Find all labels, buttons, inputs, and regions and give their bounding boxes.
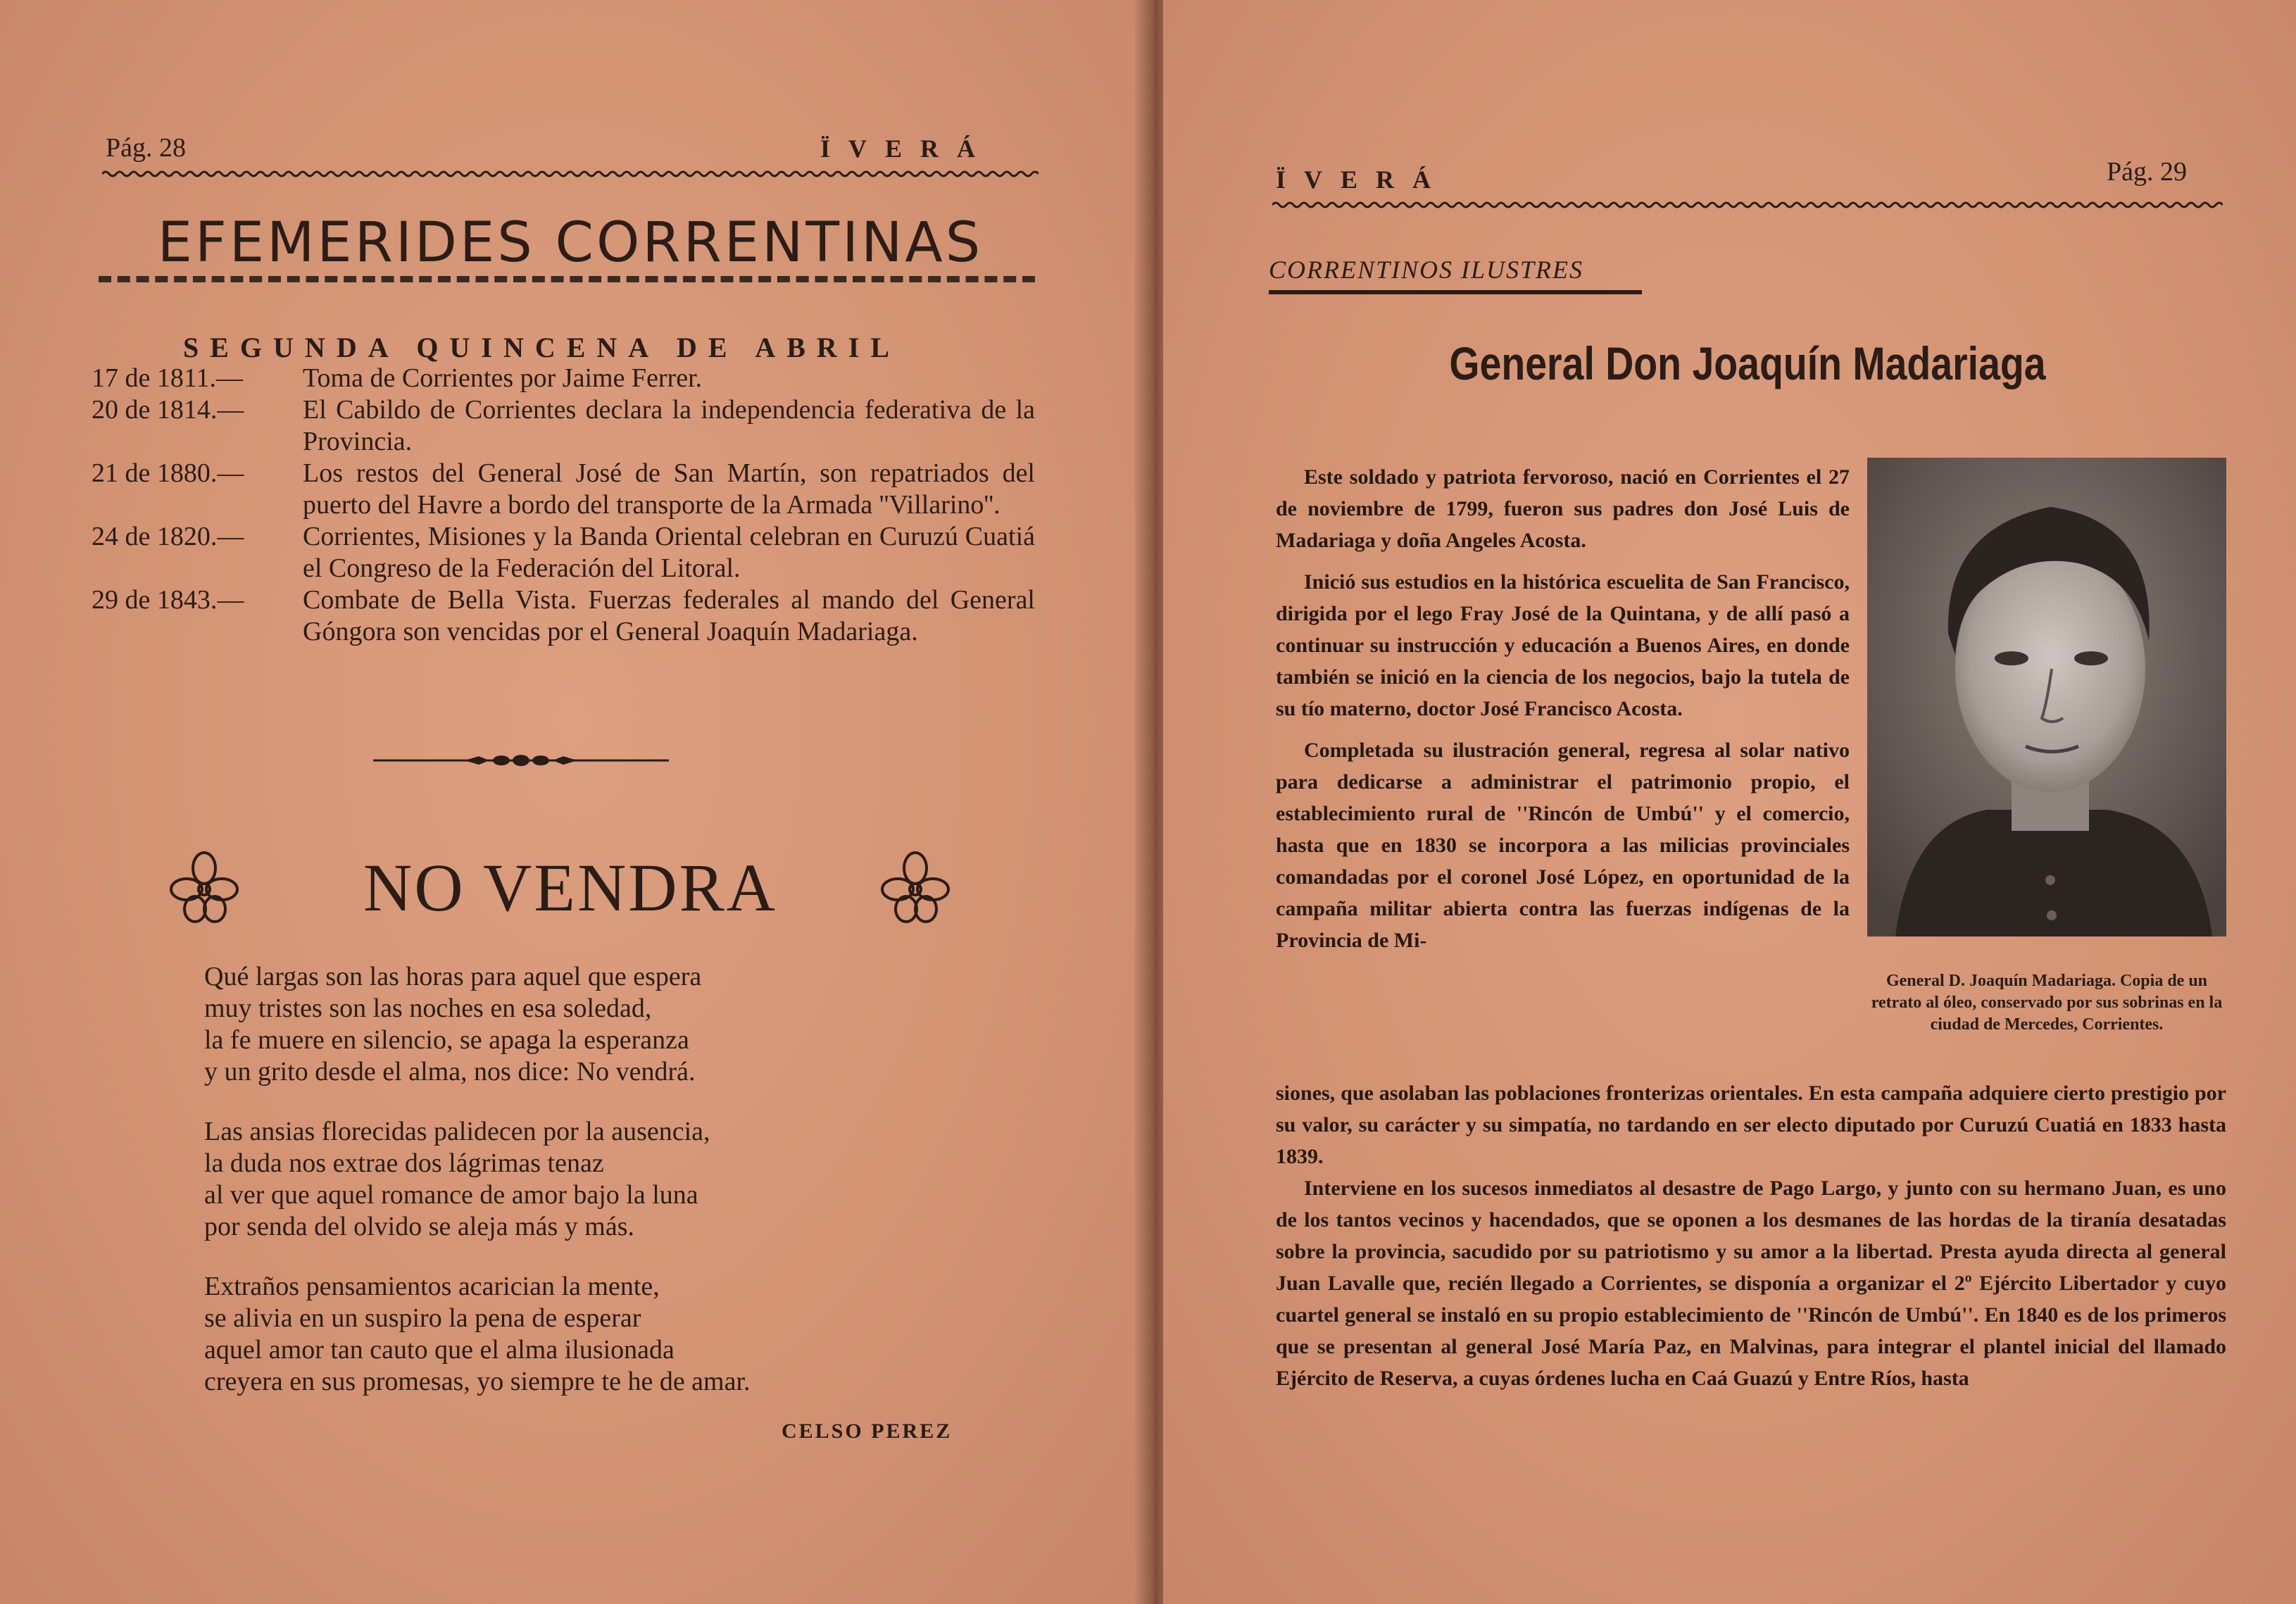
poem-title: NO VENDRA <box>363 850 777 925</box>
article-paragraph: Interviene en los sucesos inmediatos al desastre de Pago Largo, y junto con su hermano Juan, es uno de los tantos vecinos y hacendados, que se oponen a los desmanes de las hordas de la tiranía desatadas sobre la provincia, sacudido por su patriotismo y su amor a la libertad. Presta ayuda directa al general Juan Lavalle que, recién llegado a Corrientes, se disponía a organizar el 2º Ejército Libertador y cuyo cuartel general se instaló en su propio establecimiento de ''Rincón de Umbú''. En 1840 es de los primeros que se presentan al general José María Paz, en Malvinas, para integrar el plantel inicial del llamado Ejército de Reserva, a cuyas órdenes lucha en Caá Guazú y Entre Ríos, hasta <box>1276 1177 2226 1390</box>
article-paragraph: Este soldado y patriota fervoroso, nació en Corrientes el 27 de noviembre de 1799, fueron sus padres don José Luis de Madariaga y doña Angeles Acosta. <box>1276 465 1850 552</box>
poem-line: muy tristes son las noches en esa soledad, <box>204 994 652 1023</box>
entry-date: 21 de 1880.— <box>92 458 244 488</box>
poem-stanza <box>204 1116 751 1243</box>
poem-line: Extraños pensamientos acarician la mente, <box>204 1272 660 1301</box>
efemeride-entry <box>92 521 1035 584</box>
section-ornament <box>373 752 669 772</box>
entry-date: 29 de 1843.— <box>92 585 244 615</box>
article-paragraph: Inició sus estudios en la histórica escuelita de San Francisco, dirigida por el lego Fray José de la Quintana, y de allí pasó a continuar su instrucción y educación a Buenos Aires, en donde también se inició en la ciencia de los negocios, bajo la tutela de su tío materno, doctor José Francisco Acosta. <box>1276 570 1850 720</box>
poem-stanza <box>204 1271 751 1398</box>
right-page <box>1163 0 2296 1604</box>
efemeride-entry <box>92 458 1035 521</box>
article-paragraph: Completada su ilustración general, regresa al solar nativo para dedicarse a administrar el patrimonio propio, el establecimiento rural de ''Rincón de Umbú'' y el comercio, hasta que en 1830 se incorpora a las milicias provinciales comandadas por el coronel José López, en oportunidad de la campaña militar abierta contra las fuerzas indígenas de la Provincia de Mi- <box>1276 739 1850 952</box>
efemerides-subheading: SEGUNDA QUINCENA DE ABRIL <box>183 332 901 363</box>
efemeride-entry <box>92 584 1035 648</box>
section-underline <box>1269 290 1642 294</box>
article-paragraph: siones, que asolaban las poblaciones fronterizas orientales. En esta campaña adquiere cierto prestigio por su valor, su carácter y su simpatía, no tardando en ser electo diputado por Curuzú Cuatiá en 1833 hasta 1839. <box>1276 1082 2226 1168</box>
poem-line: la duda nos extrae dos lágrimas tenaz <box>204 1148 604 1178</box>
entry-text: Toma de Corrientes por Jaime Ferrer. <box>303 363 703 393</box>
entry-text: Los restos del General José de San Martín, son repatriados del puerto del Havre a bordo del transporte de la Armada ''Villarino''. <box>303 458 1035 520</box>
efemerides-title: EFEMERIDES CORRENTINAS <box>157 211 984 275</box>
efemeride-entry <box>92 394 1035 458</box>
efemerides-list <box>92 363 1035 648</box>
entry-text: Corrientes, Misiones y la Banda Oriental celebran en Curuzú Cuatiá el Congreso de la Federación del Litoral. <box>303 522 1035 583</box>
portrait-caption: General D. Joaquín Madariaga. Copia de un retrato al óleo, conservado por sus sobrinas en la ciudad de Mercedes, Corrientes. <box>1871 972 2223 1034</box>
flower-ornament-icon <box>877 848 954 929</box>
poem-line: Las ansias florecidas palidecen por la ausencia, <box>204 1117 710 1146</box>
article-full-width <box>1276 1077 2226 1394</box>
section-label: CORRENTINOS ILUSTRES <box>1269 256 1584 284</box>
title-dashed-rule <box>99 276 1035 282</box>
poem-line: Qué largas son las horas para aquel que espera <box>204 962 702 991</box>
poem-line: y un grito desde el alma, nos dice: No vendrá. <box>204 1057 696 1086</box>
entry-date: 24 de 1820.— <box>92 522 244 551</box>
entry-text: El Cabildo de Corrientes declara la independencia federativa de la Provincia. <box>303 395 1035 456</box>
left-header-rule <box>102 169 1039 179</box>
entry-text: Combate de Bella Vista. Fuerzas federales al mando del General Góngora son vencidas por el General Joaquín Madariaga. <box>303 585 1035 646</box>
left-page-number: Pág. 28 <box>106 133 186 163</box>
article-column <box>1276 461 1850 956</box>
right-page-number: Pág. 29 <box>2107 157 2187 187</box>
poem-line: por senda del olvido se aleja más y más. <box>204 1212 635 1241</box>
right-magazine-name: ÏVERÁ <box>1276 165 1450 194</box>
poem-stanza <box>204 961 751 1088</box>
poem-line: se alivia en un suspiro la pena de esperar <box>204 1303 641 1333</box>
portrait-image <box>1867 458 2226 936</box>
left-page <box>0 0 1144 1604</box>
entry-date: 17 de 1811.— <box>92 363 243 393</box>
entry-date: 20 de 1814.— <box>92 395 244 425</box>
efemeride-entry <box>92 363 1035 394</box>
poem-line: al ver que aquel romance de amor bajo la luna <box>204 1180 698 1210</box>
poem-line: aquel amor tan cauto que el alma ilusionada <box>204 1335 675 1365</box>
left-magazine-name: ÏVERÁ <box>820 134 994 163</box>
article-title: General Don Joaquín Madariaga <box>1449 337 2046 389</box>
right-header-rule <box>1272 200 2223 210</box>
poem-body <box>204 961 751 1426</box>
poem-line: creyera en sus promesas, yo siempre te he de amar. <box>204 1367 751 1396</box>
poem-line: la fe muere en silencio, se apaga la esperanza <box>204 1025 689 1055</box>
poem-author: CELSO PEREZ <box>782 1420 953 1443</box>
